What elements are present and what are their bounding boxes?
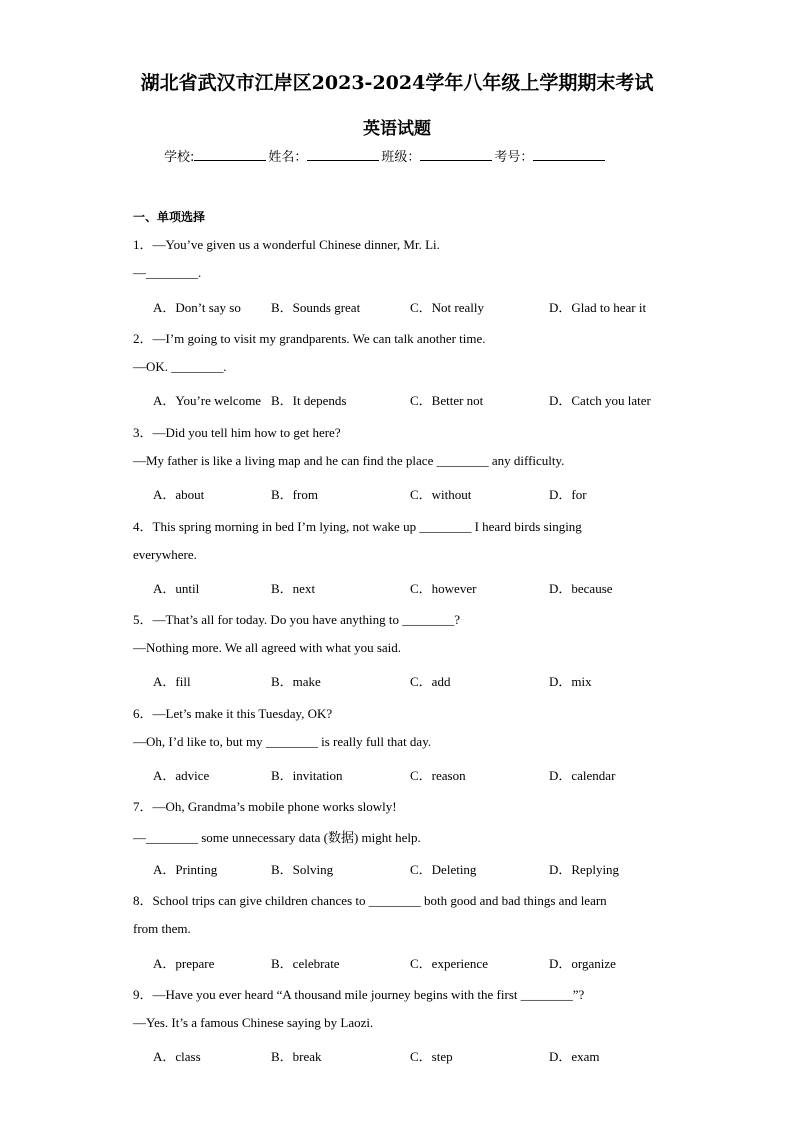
option-d[interactable]: D．Catch you later [549, 393, 651, 408]
question-9-options [153, 1046, 693, 1064]
option-b[interactable]: B．make [271, 674, 321, 689]
option-b[interactable]: B．from [271, 487, 318, 502]
class-label: 班级： [381, 150, 421, 165]
question-8-line-2: from them. [133, 921, 191, 936]
exam-subtitle: 英语试题 [363, 119, 431, 139]
class-blank[interactable] [420, 148, 492, 161]
question-7-line-2: —________ some unnecessary data (数据) might help. [133, 830, 421, 845]
number-label: 考号： [494, 150, 534, 165]
number-blank[interactable] [533, 148, 605, 161]
question-2-line-2: —OK. ________. [133, 359, 227, 374]
school-blank[interactable] [194, 148, 266, 161]
option-d[interactable]: D．Replying [549, 862, 620, 877]
option-c[interactable]: C．step [410, 1049, 453, 1064]
option-d[interactable]: D．for [549, 487, 587, 502]
option-c[interactable]: C．without [410, 487, 472, 502]
question-3-line-1: 3．—Did you tell him how to get here? [133, 425, 341, 440]
option-c[interactable]: C．add [410, 674, 451, 689]
question-4-line-2: everywhere. [133, 547, 197, 562]
option-b[interactable]: B．Solving [271, 862, 334, 877]
option-b[interactable]: B．next [271, 581, 316, 596]
question-5-line-2: —Nothing more. We all agreed with what you said. [133, 640, 402, 655]
question-4-line-1: 4．This spring morning in bed I’m lying, not wake up ________ I heard birds singing [133, 519, 582, 534]
option-a[interactable]: A．You’re welcome [153, 393, 262, 408]
option-c[interactable]: C．Better not [410, 393, 484, 408]
question-1-line-2: —________. [133, 265, 202, 280]
option-d[interactable]: D．because [549, 581, 613, 596]
question-5-options [153, 671, 693, 689]
option-d[interactable]: D．mix [549, 674, 592, 689]
name-label: 姓名： [268, 150, 308, 165]
question-2-options [153, 390, 693, 408]
question-7-options [153, 859, 693, 877]
question-8-line-1: 8．School trips can give children chances to ________ both good and bad things and learn [133, 893, 607, 908]
option-b[interactable]: B．celebrate [271, 956, 340, 971]
option-a[interactable]: A．class [153, 1049, 201, 1064]
option-d[interactable]: D．Glad to hear it [549, 300, 647, 315]
question-9-line-2: —Yes. It’s a famous Chinese saying by Laozi. [133, 1015, 374, 1030]
question-3-options [153, 484, 693, 502]
question-6-line-2: —Oh, I’d like to, but my ________ is really full that day. [133, 734, 432, 749]
option-a[interactable]: A．fill [153, 674, 191, 689]
option-a[interactable]: A．prepare [153, 956, 215, 971]
school-label: 学校: [164, 150, 195, 165]
option-b[interactable]: B．It depends [271, 393, 347, 408]
option-a[interactable]: A．Don’t say so [153, 300, 241, 315]
question-4-options [153, 578, 693, 596]
option-b[interactable]: B．invitation [271, 768, 343, 783]
question-3-line-2: —My father is like a living map and he can find the place ________ any difficulty. [133, 453, 565, 468]
option-a[interactable]: A．advice [153, 768, 210, 783]
option-d[interactable]: D．exam [549, 1049, 600, 1064]
question-2-line-1: 2．—I’m going to visit my grandparents. We can talk another time. [133, 331, 486, 346]
option-a[interactable]: A．about [153, 487, 205, 502]
question-1-options [153, 297, 693, 315]
option-d[interactable]: D．calendar [549, 768, 616, 783]
option-c[interactable]: C．Deleting [410, 862, 477, 877]
question-5-line-1: 5．—That’s all for today. Do you have anything to ________? [133, 612, 460, 627]
option-b[interactable]: B．break [271, 1049, 322, 1064]
option-a[interactable]: A．until [153, 581, 200, 596]
student-info-row [164, 146, 607, 165]
option-c[interactable]: C．however [410, 581, 477, 596]
option-c[interactable]: C．reason [410, 768, 466, 783]
question-7-line-1: 7．—Oh, Grandma’s mobile phone works slowly! [133, 799, 397, 814]
exam-title: 湖北省武汉市江岸区2023-2024学年八年级上学期期末考试 [140, 72, 654, 94]
option-c[interactable]: C．Not really [410, 300, 485, 315]
question-6-line-1: 6．—Let’s make it this Tuesday, OK? [133, 706, 333, 721]
question-1-line-1: 1．—You’ve given us a wonderful Chinese dinner, Mr. Li. [133, 237, 440, 252]
option-b[interactable]: B．Sounds great [271, 300, 361, 315]
name-blank[interactable] [307, 148, 379, 161]
option-c[interactable]: C．experience [410, 956, 488, 971]
section-title: 一、单项选择 [133, 210, 206, 224]
option-a[interactable]: A．Printing [153, 862, 218, 877]
question-8-options [153, 953, 693, 971]
question-6-options [153, 765, 693, 783]
option-d[interactable]: D．organize [549, 956, 616, 971]
question-9-line-1: 9．—Have you ever heard “A thousand mile journey begins with the first ________”? [133, 987, 585, 1002]
